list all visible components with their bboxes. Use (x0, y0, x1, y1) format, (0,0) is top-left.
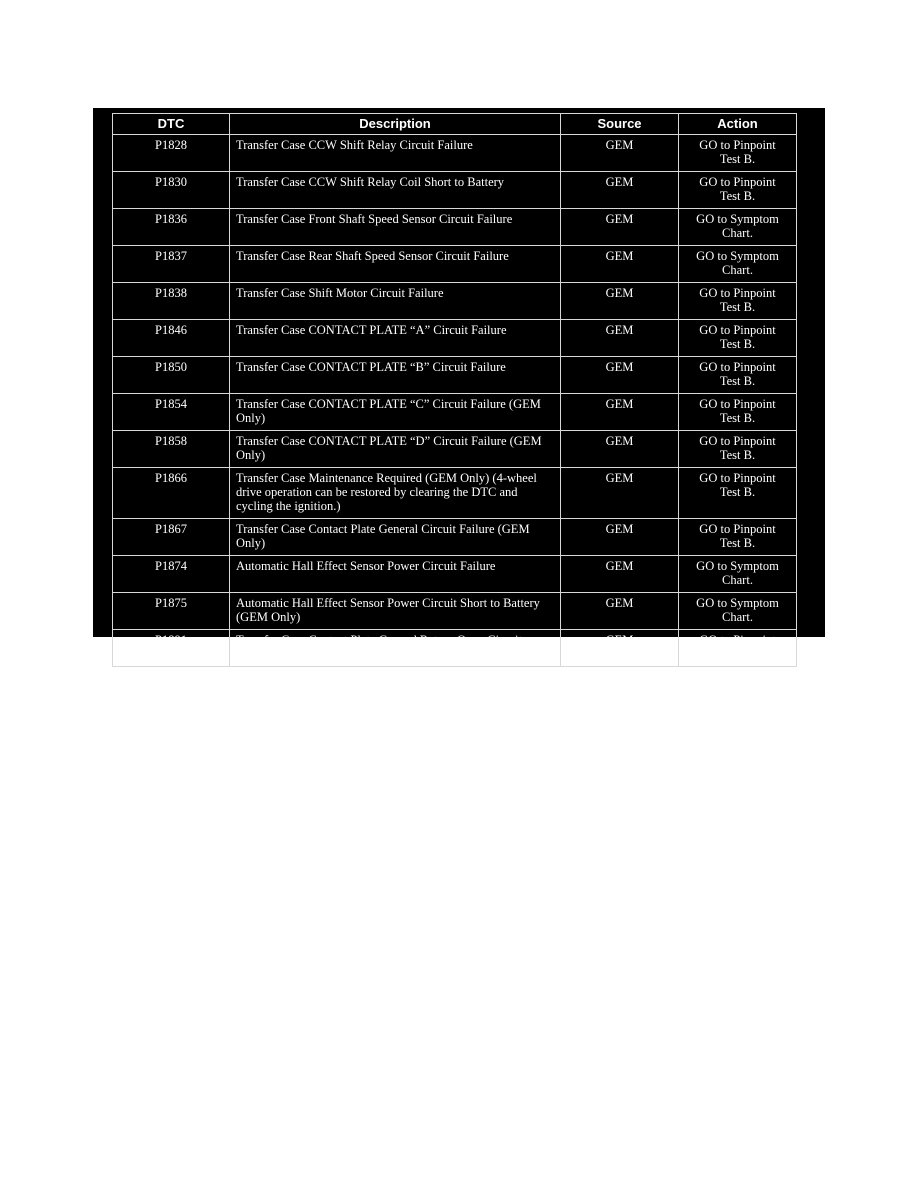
dtc-code-cell: P1837 (113, 246, 230, 283)
action-line-1: GO to Pinpoint (699, 175, 776, 189)
action-line-1: GO to Pinpoint (699, 397, 776, 411)
action-line-2: Test B. (719, 536, 756, 550)
action-cell (679, 431, 797, 468)
table-row (113, 519, 797, 556)
table-row (113, 630, 797, 667)
dtc-code-cell: P1866 (113, 468, 230, 519)
action-cell (679, 519, 797, 556)
table-row (113, 468, 797, 519)
dtc-code-cell: P1854 (113, 394, 230, 431)
action-line-1: GO to Pinpoint (699, 286, 776, 300)
table-row (113, 320, 797, 357)
action-line-1: GO to Pinpoint (699, 138, 776, 152)
action-line-2: Test B. (719, 337, 756, 351)
action-line-2: Test B. (719, 374, 756, 388)
action-line-1: GO to Pinpoint (699, 471, 776, 485)
dtc-code-cell: P1828 (113, 135, 230, 172)
dtc-code-cell: P1875 (113, 593, 230, 630)
action-line-2: Test B. (719, 485, 756, 499)
dtc-table-panel (93, 108, 825, 661)
action-line-2: Chart. (722, 226, 753, 240)
action-cell (679, 283, 797, 320)
action-line-2: Chart. (722, 263, 753, 277)
header-description: Description (230, 114, 561, 135)
description-cell: Transfer Case CONTACT PLATE “A” Circuit Failure (230, 320, 561, 357)
description-cell: Transfer Case Contact Plate General Circuit Failure (GEM Only) (230, 519, 561, 556)
action-line-1: GO to Symptom (696, 559, 779, 573)
source-cell: GEM (561, 556, 679, 593)
description-cell: Automatic Hall Effect Sensor Power Circuit Short to Battery (GEM Only) (230, 593, 561, 630)
dtc-code-cell: P1850 (113, 357, 230, 394)
dtc-code-cell: P1838 (113, 283, 230, 320)
source-cell: GEM (561, 246, 679, 283)
action-line-2: Chart. (722, 610, 753, 624)
dtc-table (112, 113, 797, 667)
action-cell (679, 246, 797, 283)
description-cell: Transfer Case Rear Shaft Speed Sensor Circuit Failure (230, 246, 561, 283)
action-line-2: Test B. (719, 411, 756, 425)
action-line-1: GO to Symptom (696, 212, 779, 226)
action-line-1: GO to Pinpoint (699, 434, 776, 448)
dtc-code-cell: P1867 (113, 519, 230, 556)
description-cell: Transfer Case Front Shaft Speed Sensor Circuit Failure (230, 209, 561, 246)
action-cell (679, 357, 797, 394)
description-cell: Transfer Case CONTACT PLATE “B” Circuit Failure (230, 357, 561, 394)
action-line-2: Test B. (719, 448, 756, 462)
table-row (113, 394, 797, 431)
source-cell: GEM (561, 630, 679, 667)
description-cell: Transfer Case CONTACT PLATE “C” Circuit Failure (GEM Only) (230, 394, 561, 431)
table-row (113, 357, 797, 394)
source-cell: GEM (561, 394, 679, 431)
action-line-2: Test B. (719, 189, 756, 203)
header-action: Action (679, 114, 797, 135)
source-cell: GEM (561, 135, 679, 172)
table-header-row (113, 114, 797, 135)
action-cell (679, 394, 797, 431)
table-row (113, 135, 797, 172)
description-cell: Automatic Hall Effect Sensor Power Circuit Failure (230, 556, 561, 593)
source-cell: GEM (561, 468, 679, 519)
action-cell (679, 468, 797, 519)
description-cell: Transfer Case Maintenance Required (GEM Only) (4-wheel drive operation can be restored by clearing the DTC and cycling the ignition.) (230, 468, 561, 519)
source-cell: GEM (561, 593, 679, 630)
source-cell: GEM (561, 431, 679, 468)
action-line-1: GO to Pinpoint (699, 633, 776, 647)
action-line-2: Test B. (719, 300, 756, 314)
dtc-code-cell: P1846 (113, 320, 230, 357)
header-dtc: DTC (113, 114, 230, 135)
action-line-1: GO to Pinpoint (699, 522, 776, 536)
source-cell: GEM (561, 209, 679, 246)
dtc-code-cell: P1830 (113, 172, 230, 209)
description-cell: Transfer Case CCW Shift Relay Circuit Failure (230, 135, 561, 172)
table-row (113, 246, 797, 283)
action-cell (679, 209, 797, 246)
table-row (113, 209, 797, 246)
source-cell: GEM (561, 283, 679, 320)
action-line-1: GO to Pinpoint (699, 323, 776, 337)
action-line-2: Chart. (722, 573, 753, 587)
table-body (113, 135, 797, 667)
dtc-code-cell: P1874 (113, 556, 230, 593)
source-cell: GEM (561, 320, 679, 357)
action-cell (679, 172, 797, 209)
action-cell (679, 593, 797, 630)
action-line-1: GO to Symptom (696, 596, 779, 610)
action-line-2: Test B. (719, 152, 756, 166)
dtc-code-cell: P1891 (113, 630, 230, 667)
table-row (113, 593, 797, 630)
table-row (113, 556, 797, 593)
source-cell: GEM (561, 357, 679, 394)
source-cell: GEM (561, 172, 679, 209)
action-line-1: GO to Symptom (696, 249, 779, 263)
action-line-1: GO to Pinpoint (699, 360, 776, 374)
description-cell: Transfer Case Contact Plate Ground Return Open Circuit (230, 630, 561, 667)
table-row (113, 431, 797, 468)
table-row (113, 283, 797, 320)
description-cell: Transfer Case CCW Shift Relay Coil Short to Battery (230, 172, 561, 209)
action-cell (679, 630, 797, 667)
action-cell (679, 320, 797, 357)
action-line-2: Test B. (719, 647, 756, 661)
header-source: Source (561, 114, 679, 135)
description-cell: Transfer Case CONTACT PLATE “D” Circuit Failure (GEM Only) (230, 431, 561, 468)
action-cell (679, 556, 797, 593)
source-cell: GEM (561, 519, 679, 556)
description-cell: Transfer Case Shift Motor Circuit Failure (230, 283, 561, 320)
table-row (113, 172, 797, 209)
dtc-code-cell: P1858 (113, 431, 230, 468)
action-cell (679, 135, 797, 172)
dtc-code-cell: P1836 (113, 209, 230, 246)
